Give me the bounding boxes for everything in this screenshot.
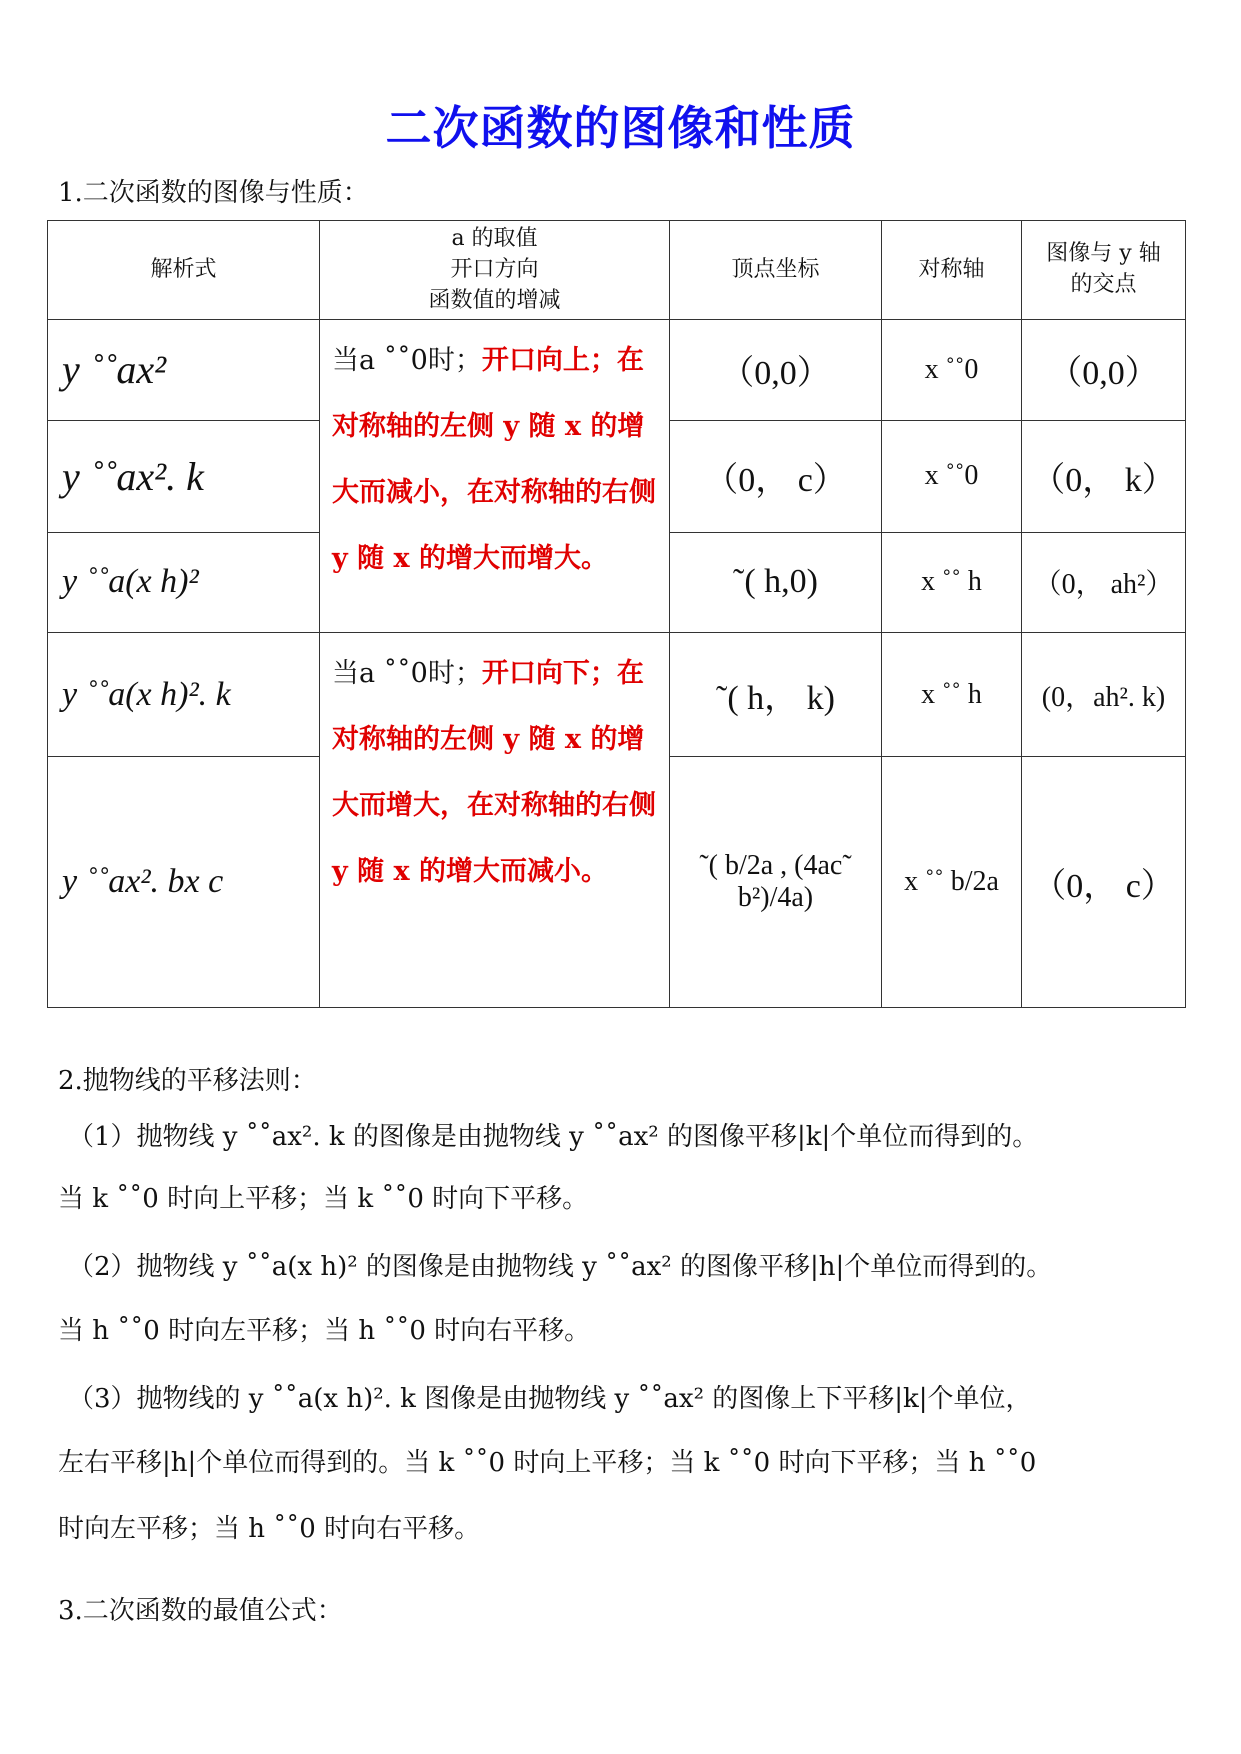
table-row	[48, 633, 1186, 757]
rule-line: （1）抛物线 y ˚˚ax². k 的图像是由抛物线 y ˚˚ax² 的图像平移|k|个单位而得到的。	[68, 1122, 1039, 1152]
row1-yint: （0,0）	[1022, 320, 1186, 420]
row5-axis: x ˚˚ b/2a	[882, 757, 1022, 1008]
rule-line: 当 h ˚˚0 时向左平移；当 h ˚˚0 时向右平移。	[58, 1316, 591, 1346]
rule-line: （2）抛物线 y ˚˚a(x h)² 的图像是由抛物线 y ˚˚ax² 的图像平移|h|个单位而得到的。	[68, 1252, 1053, 1282]
header-axis: 对称轴	[882, 221, 1022, 320]
header-yint-line1: 图像与 y 轴	[1046, 241, 1161, 267]
desc-down-text: 开口向下；在对称轴的左侧 y 随 x 的增大而增大，在对称轴的右侧 y 随 x 的增大而减小。	[332, 658, 656, 888]
table-header-row	[48, 221, 1186, 320]
desc-up-text: 开口向上；在对称轴的左侧 y 随 x 的增大而减小，在对称轴的右侧 y 随 x 的增大而增大。	[332, 345, 656, 575]
row4-vertex: ˜( h， k)	[670, 633, 882, 757]
row2-axis: x ˚˚0	[882, 420, 1022, 532]
rule-line: 时向左平移；当 h ˚˚0 时向右平移。	[58, 1514, 481, 1544]
section-heading-1: 1.二次函数的图像与性质：	[58, 178, 369, 208]
row5-expression: y ˚˚ax². bx c	[48, 757, 320, 1008]
row3-vertex: ˜( h,0)	[670, 532, 882, 632]
page-title: 二次函数的图像和性质	[385, 101, 856, 155]
row1-expression: y ˚˚ax²	[48, 320, 320, 420]
rule-line: 当 k ˚˚0 时向上平移；当 k ˚˚0 时向下平移。	[58, 1184, 589, 1214]
row3-yint: （0， ah²）	[1022, 532, 1186, 632]
header-yint-line2: 的交点	[1070, 272, 1137, 298]
row2-expression: y ˚˚ax². k	[48, 420, 320, 532]
header-a-value	[320, 221, 670, 320]
header-a-line2: 开口方向	[450, 256, 539, 282]
desc-up-prefix: 当a ˚˚0时；	[332, 345, 482, 377]
desc-down-prefix: 当a ˚˚0时；	[332, 658, 482, 690]
header-a-line3: 函数值的增减	[428, 287, 561, 313]
desc-a-negative	[320, 633, 670, 1008]
header-vertex: 顶点坐标	[670, 221, 882, 320]
row3-expression: y ˚˚a(x h)²	[48, 532, 320, 632]
row4-expression: y ˚˚a(x h)². k	[48, 633, 320, 757]
rule-line: （3）抛物线的 y ˚˚a(x h)². k 图像是由抛物线 y ˚˚ax² 的图像上下平移|k|个单位，	[68, 1384, 1032, 1414]
row4-axis: x ˚˚ h	[882, 633, 1022, 757]
table-row	[48, 320, 1186, 420]
header-a-line1: a 的取值	[451, 225, 538, 251]
header-y-intercept	[1022, 221, 1186, 320]
row1-vertex: （0,0）	[670, 320, 882, 420]
row3-axis: x ˚˚ h	[882, 532, 1022, 632]
desc-a-positive	[320, 320, 670, 633]
rule-line: 左右平移|h|个单位而得到的。当 k ˚˚0 时向上平移；当 k ˚˚0 时向下平移；当 h ˚˚0	[58, 1448, 1037, 1478]
row5-yint: （0， c）	[1022, 757, 1186, 1008]
row2-vertex: （0， c）	[670, 420, 882, 532]
row2-yint: （0， k）	[1022, 420, 1186, 532]
header-expression: 解析式	[48, 221, 320, 320]
section-heading-3: 3.二次函数的最值公式：	[58, 1596, 343, 1626]
section-heading-2: 2.抛物线的平移法则：	[58, 1066, 317, 1096]
row1-axis: x ˚˚0	[882, 320, 1022, 420]
row5-vertex: ˜( b/2a , (4ac˜ b²)/4a)	[670, 757, 882, 1008]
properties-table	[47, 220, 1186, 1008]
row4-yint: (0，ah². k)	[1022, 633, 1186, 757]
